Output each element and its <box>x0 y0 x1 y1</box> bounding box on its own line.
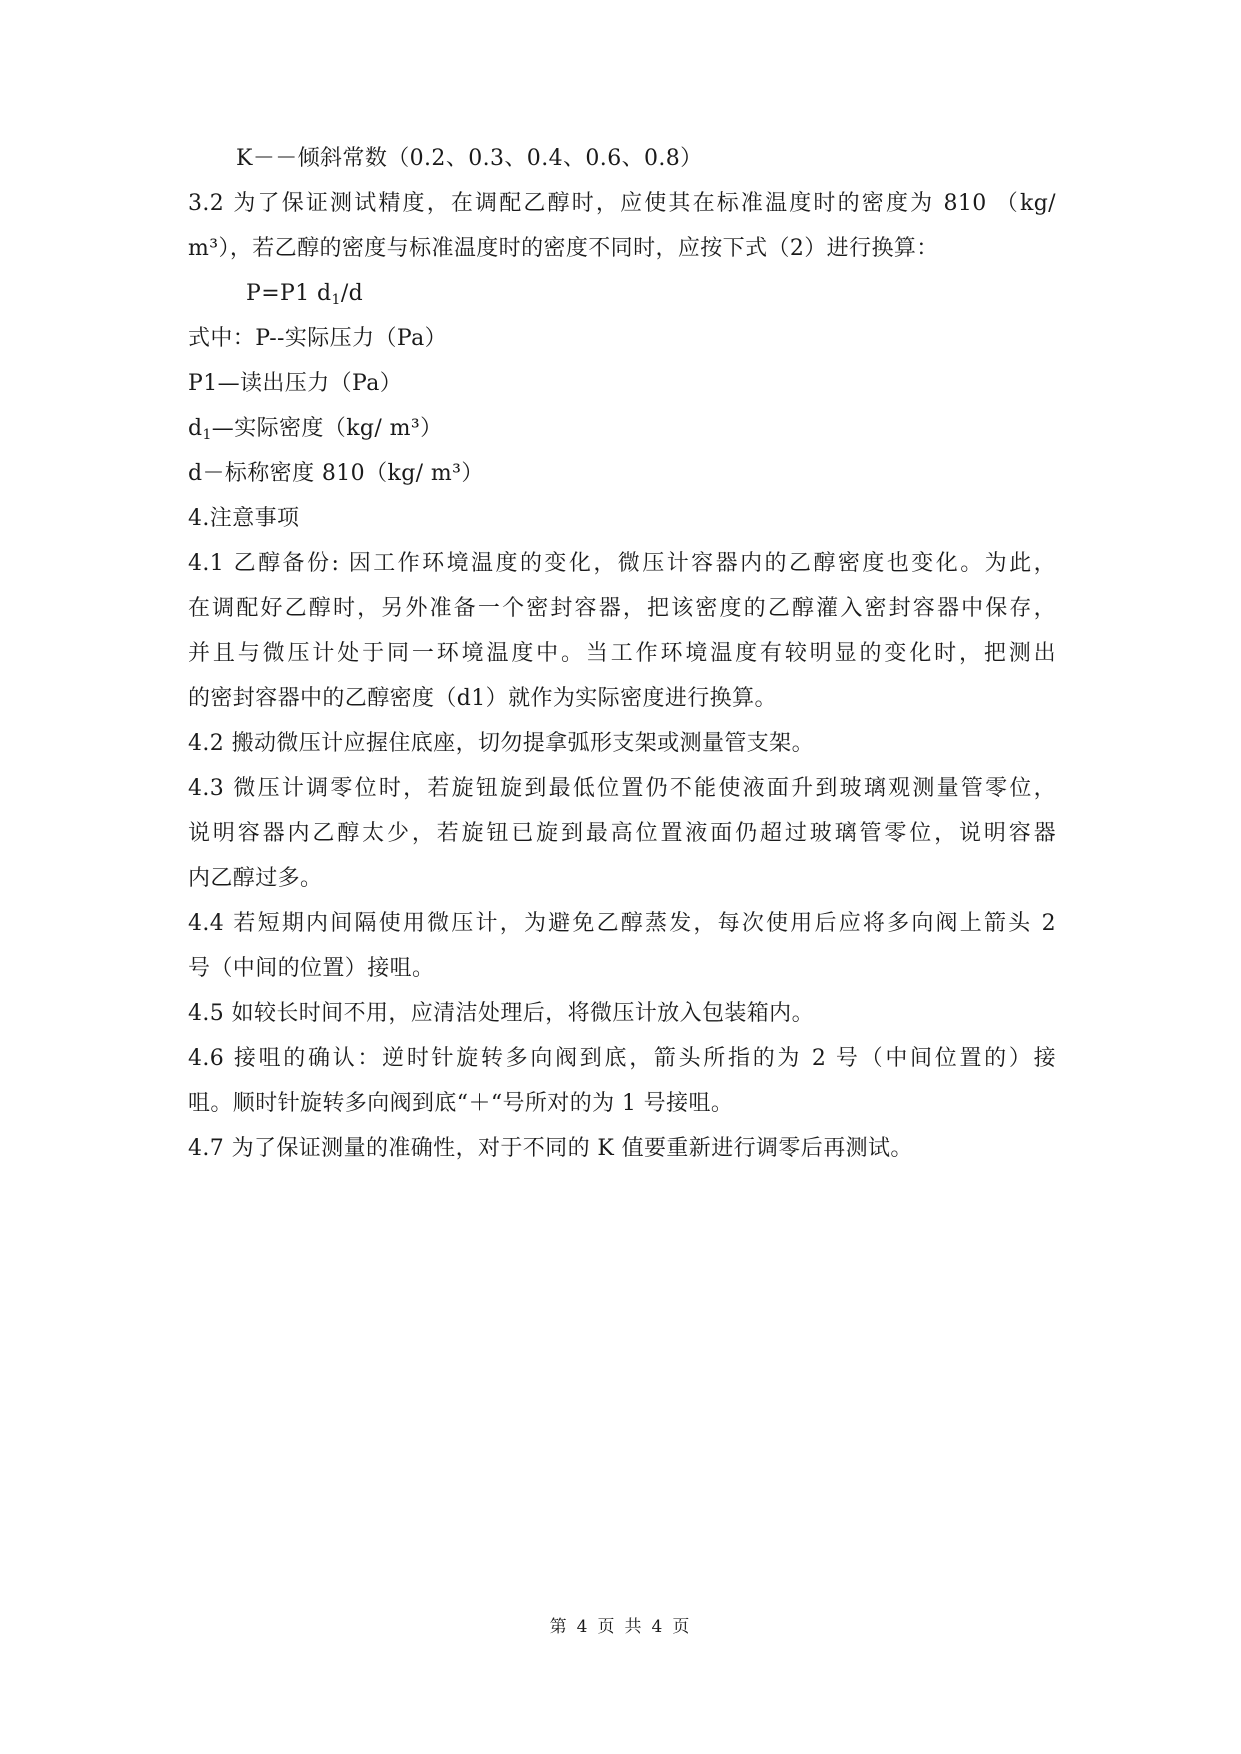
paragraph-4-3-line-3: 内乙醇过多。 <box>188 866 323 891</box>
paragraph-4-3-line-2: 说明容器内乙醇太少，若旋钮已旋到最高位置液面仍超过玻璃管零位，说明容器 <box>188 821 1056 846</box>
d1-symbol: d <box>188 416 203 441</box>
d-definition-line: d－标称密度 810（kg/ m³） <box>188 461 484 486</box>
paragraph-3-2-line-1: 3.2 为了保证测试精度，在调配乙醇时，应使其在标准温度时的密度为 810 （kg/ <box>188 191 1056 216</box>
d1-definition-line <box>188 414 1056 450</box>
paragraph-4-1-line-2: 在调配好乙醇时，另外准备一个密封容器，把该密度的乙醇灌入密封容器中保存， <box>188 596 1056 621</box>
footer-label-ye: 页 <box>597 1617 617 1637</box>
paragraph-4-1-line-3: 并且与微压计处于同一环境温度中。当工作环境温度有较明显的变化时，把测出 <box>188 641 1056 666</box>
paragraph-3-2-line-2: m³），若乙醇的密度与标准温度时的密度不同时，应按下式（2）进行换算： <box>188 236 939 261</box>
formula-line <box>246 279 1114 315</box>
paragraph-4-1-line-1: 4.1 乙醇备份: 因工作环境温度的变化，微压计容器内的乙醇密度也变化。为此， <box>188 551 1056 576</box>
footer-label-ye-2: 页 <box>672 1617 692 1637</box>
section-4-heading: 4.注意事项 <box>188 506 300 531</box>
paragraph-4-4-line-2: 号（中间的位置）接咀。 <box>188 956 435 981</box>
where-p-line: 式中：P--实际压力（Pa） <box>188 326 447 351</box>
paragraph-4-2: 4.2 搬动微压计应握住底座，切勿提拿弧形支架或测量管支架。 <box>188 731 814 756</box>
paragraph-4-5: 4.5 如较长时间不用，应清洁处理后，将微压计放入包装箱内。 <box>188 1001 814 1026</box>
paragraph-4-4-line-1: 4.4 若短期内间隔使用微压计，为避免乙醇蒸发，每次使用后应将多向阀上箭头 2 <box>188 911 1056 936</box>
footer-label-di: 第 <box>549 1617 569 1637</box>
d1-description: —实际密度（kg/ m³） <box>211 416 443 441</box>
footer-page-number: 4 <box>576 1617 590 1637</box>
p1-definition-line: P1—读出压力（Pa） <box>188 371 403 396</box>
footer-label-gong: 共 <box>624 1617 644 1637</box>
paragraph-4-6-line-2: 咀。顺时针旋转多向阀到底“＋“号所对的为 1 号接咀。 <box>188 1091 734 1116</box>
k-coefficient-line: K－－倾斜常数（0.2、0.3、0.4、0.6、0.8） <box>236 146 703 171</box>
formula-part-b: /d <box>340 281 364 306</box>
page-footer <box>0 1612 1241 1637</box>
paragraph-4-3-line-1: 4.3 微压计调零位时，若旋钮旋到最低位置仍不能使液面升到玻璃观测量管零位， <box>188 776 1056 801</box>
formula-part-a: P=P1 d <box>246 281 332 306</box>
formula-subscript: 1 <box>331 292 341 308</box>
paragraph-4-7: 4.7 为了保证测量的准确性，对于不同的 K 值要重新进行调零后再测试。 <box>188 1136 913 1161</box>
footer-page-total: 4 <box>651 1617 665 1637</box>
d1-subscript: 1 <box>202 427 212 443</box>
paragraph-4-6-line-1: 4.6 接咀的确认：逆时针旋转多向阀到底，箭头所指的为 2 号（中间位置的）接 <box>188 1046 1056 1071</box>
paragraph-4-1-line-4: 的密封容器中的乙醇密度（d1）就作为实际密度进行换算。 <box>188 686 777 711</box>
